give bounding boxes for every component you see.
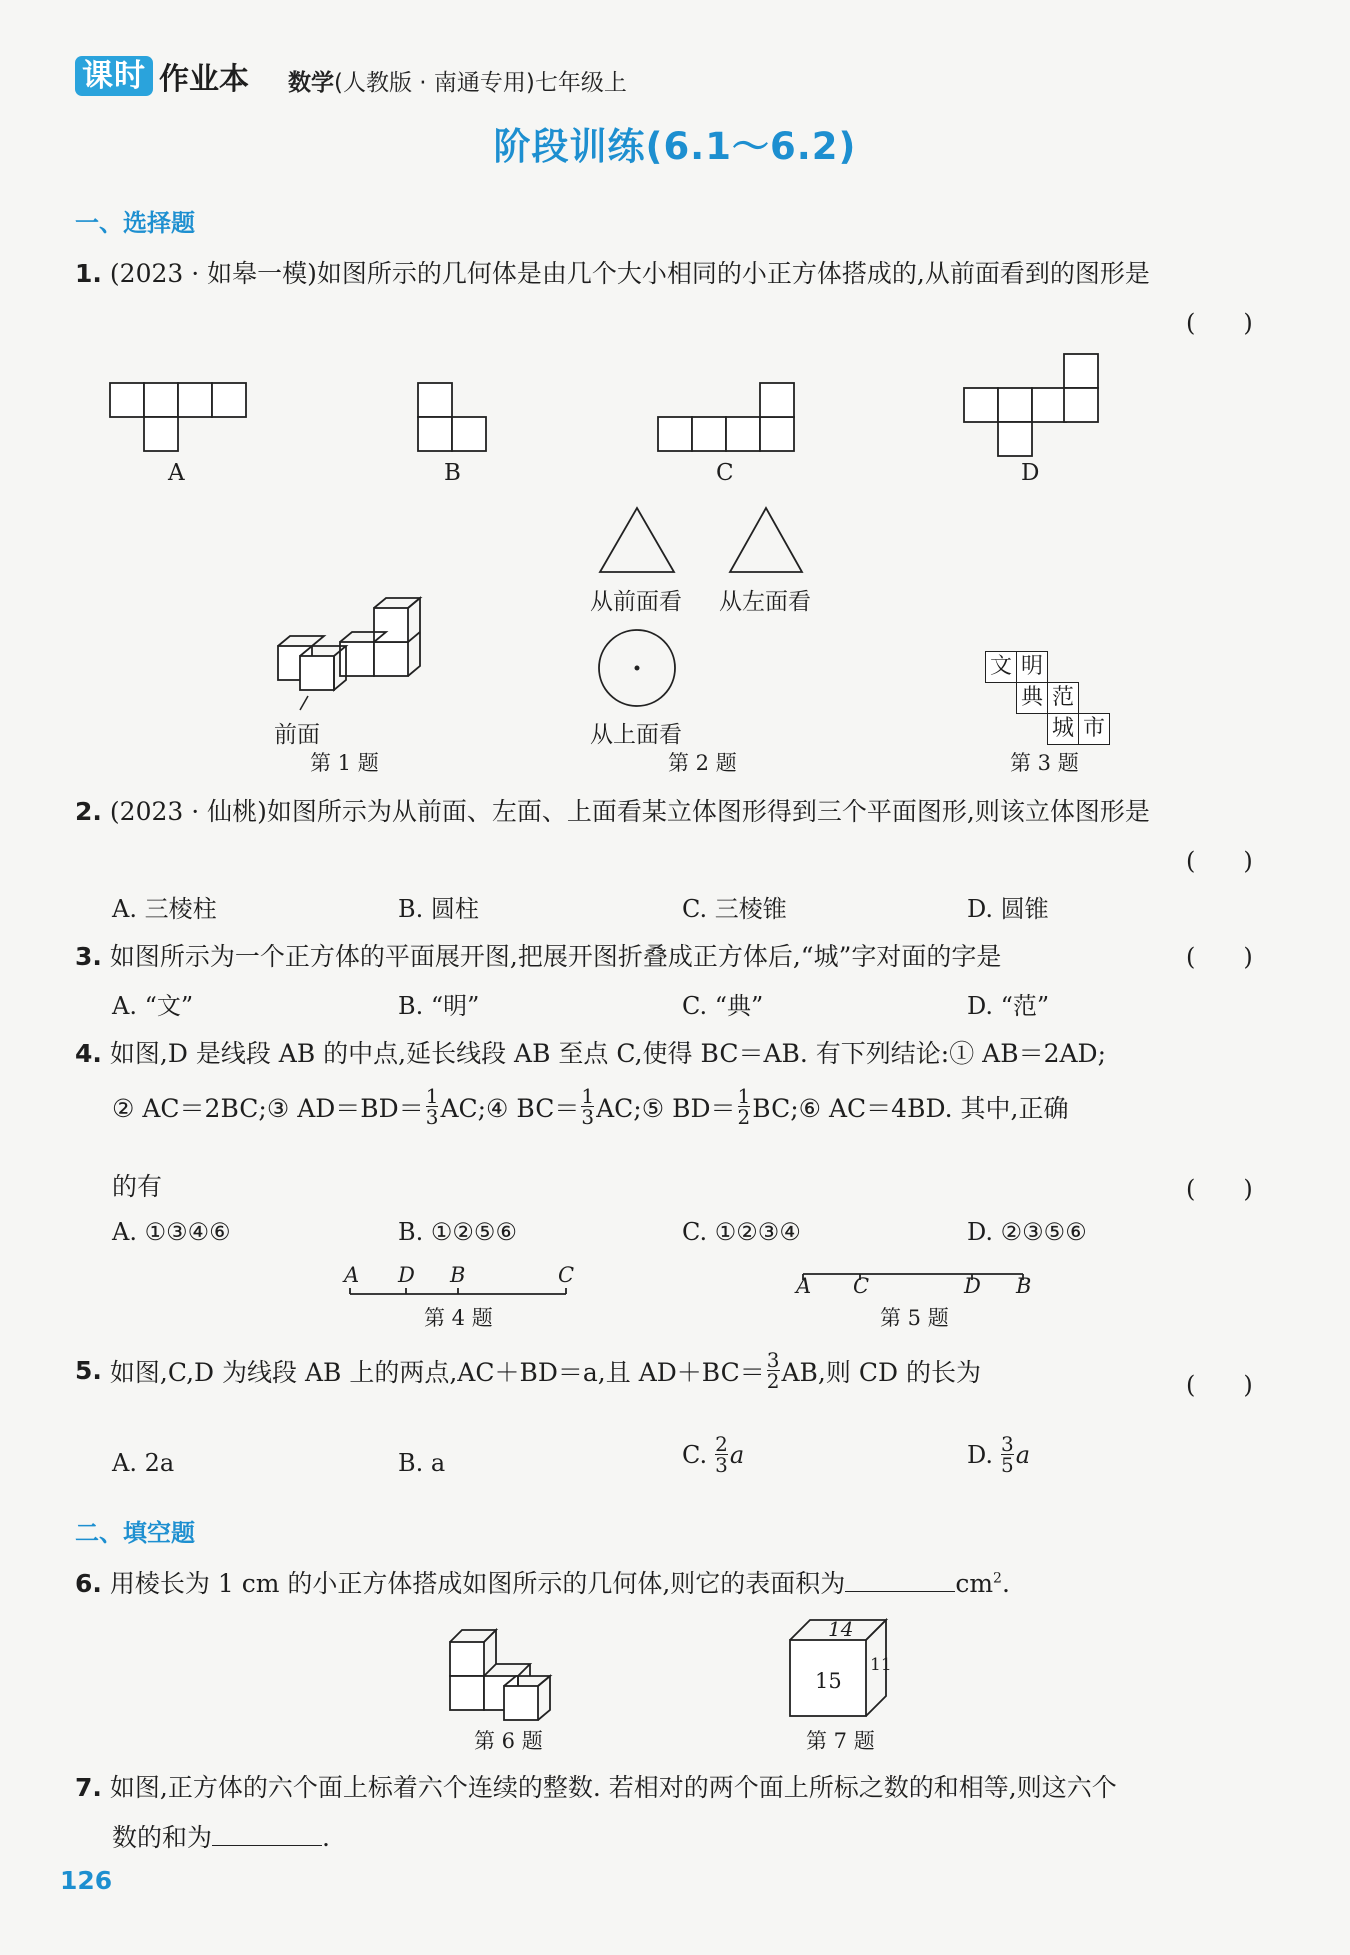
text-segment: 如图,C,D 为线段 AB 上的两点,AC＋BD＝a,且 AD＋BC＝ — [109, 1357, 765, 1387]
question-5 — [75, 1350, 981, 1391]
question-6: 6. 用棱长为 1 cm 的小正方体搭成如图所示的几何体,则它的表面积为 $cm^2$. — [75, 1569, 1010, 1598]
net-cell: 典 — [1016, 682, 1048, 714]
cube-right-number: 11 — [870, 1655, 892, 1675]
q5-option-a: A. 2a — [112, 1449, 175, 1477]
fraction: $\frac{2}{3}$ — [715, 1432, 728, 1477]
question-text: (2023 · 如皋一模)如图所示的几何体是由几个大小相同的小正方体搭成的,从前面看到的图形是 — [109, 259, 1150, 288]
unit-exponent: 2 — [993, 1570, 1002, 1587]
logo-badge: 课时 — [75, 56, 153, 96]
fig1-solid — [270, 600, 470, 720]
option-a-figure — [110, 383, 246, 451]
section-heading-choice: 一、选择题 — [75, 209, 195, 237]
text-segment: AC;④ BC＝ — [440, 1093, 580, 1123]
net-cell: 明 — [1016, 651, 1048, 683]
question-number: 2. — [75, 797, 102, 826]
question-number: 1. — [75, 259, 102, 288]
book-edition: (人教版 · 南通专用)七年级上 — [334, 70, 627, 96]
option-d-label: D — [1021, 460, 1040, 486]
answer-blank[interactable] — [845, 1569, 955, 1592]
book-subject: 数学 — [288, 70, 334, 96]
net-cell: 市 — [1078, 713, 1110, 745]
q5-option-c: C. $\frac{2}{3}$ a — [682, 1432, 745, 1477]
left-view-triangle — [730, 508, 802, 572]
q3-option-a: A. “文” — [112, 992, 194, 1020]
option-b-figure — [418, 383, 486, 451]
q4-option-c: C. ①②③④ — [682, 1218, 801, 1246]
fraction: $\frac{1}{3}$ — [425, 1084, 439, 1129]
answer-bracket-q3: ( ) — [1186, 943, 1253, 971]
fig2-front-label: 从前面看 — [590, 589, 682, 615]
question-1 — [75, 254, 1150, 290]
question-text: (2023 · 仙桃)如图所示为从前面、左面、上面看某立体图形得到三个平面图形,则该立体图形是 — [109, 797, 1150, 826]
q4-option-d: D. ②③⑤⑥ — [967, 1218, 1087, 1246]
fig5-caption: 第 5 题 — [880, 1306, 949, 1330]
answer-bracket-q5: ( ) — [1186, 1371, 1253, 1399]
answer-bracket-q1: ( ) — [1186, 309, 1253, 337]
page-number: 126 — [60, 1866, 113, 1895]
section-heading-fill: 二、填空题 — [75, 1519, 195, 1547]
front-view-triangle — [600, 508, 674, 572]
option-c-label: C — [716, 460, 734, 486]
q2-option-d: D. 圆锥 — [967, 895, 1049, 923]
question-number: 5. — [75, 1356, 102, 1385]
answer-bracket-q4: ( ) — [1186, 1175, 1253, 1203]
question-number: 4. — [75, 1039, 102, 1068]
question-3 — [75, 937, 1001, 973]
option-a-label: A — [168, 460, 185, 486]
net-cell: 城 — [1047, 713, 1079, 745]
point-label: B — [450, 1263, 466, 1287]
publisher-logo — [75, 54, 249, 98]
cube-top-number: 14 — [828, 1617, 854, 1641]
question-7-line-2: 数的和为 . — [112, 1823, 330, 1852]
question-text: 如图所示为一个正方体的平面展开图,把展开图折叠成正方体后,“城”字对面的字是 — [109, 942, 1002, 971]
point-label: C — [853, 1274, 870, 1298]
net-cell: 范 — [1047, 682, 1079, 714]
cube-front-number: 15 — [815, 1669, 842, 1693]
point-label: B — [1016, 1274, 1032, 1298]
question-text: 如图,D 是线段 AB 的中点,延长线段 AB 至点 C,使得 BC＝AB. 有下列结论:① AB＝2AD; — [109, 1039, 1107, 1068]
q3-option-b: B. “明” — [398, 992, 480, 1020]
fig6-caption: 第 6 题 — [474, 1729, 543, 1753]
fraction: $\frac{3}{2}$ — [766, 1348, 780, 1393]
fig2-caption: 第 2 题 — [668, 751, 737, 775]
book-info — [288, 64, 627, 97]
point-label: D — [964, 1274, 981, 1298]
text-segment: ② AC＝2BC;③ AD＝BD＝ — [112, 1093, 424, 1123]
question-text: 如图,正方体的六个面上标着六个连续的整数. 若相对的两个面上所标之数的和相等,则这六个 — [109, 1773, 1117, 1802]
text-segment: BC;⑥ AC＝4BD. 其中,正确 — [752, 1093, 1069, 1123]
fig3-caption: 第 3 题 — [1010, 751, 1079, 775]
fraction: $\frac{1}{2}$ — [737, 1084, 751, 1129]
answer-bracket-q2: ( ) — [1186, 847, 1253, 875]
q2-option-c: C. 三棱锥 — [682, 895, 787, 923]
point-label: C — [558, 1263, 575, 1287]
fig4-caption: 第 4 题 — [424, 1306, 493, 1330]
question-2 — [75, 792, 1150, 828]
q4-option-b: B. ①②⑤⑥ — [398, 1218, 517, 1246]
question-4-line-2 — [112, 1086, 1068, 1127]
net-cell: 文 — [985, 651, 1017, 683]
fig2-top-label: 从上面看 — [590, 722, 682, 748]
q4-option-a: A. ①③④⑥ — [112, 1218, 231, 1246]
q5-option-b: B. a — [398, 1449, 446, 1477]
option-c-figure — [658, 383, 794, 451]
fig7-caption: 第 7 题 — [806, 1729, 875, 1753]
question-7 — [75, 1768, 1117, 1804]
fig2-left-label: 从左面看 — [719, 589, 811, 615]
question-text: 用棱长为 1 cm 的小正方体搭成如图所示的几何体,则它的表面积为 — [109, 1569, 846, 1598]
point-label: D — [398, 1263, 415, 1287]
point-label: A — [796, 1274, 812, 1298]
question-number: 7. — [75, 1773, 102, 1802]
question-number: 6. — [75, 1569, 102, 1598]
unit: cm — [955, 1569, 994, 1598]
option-d-figure — [964, 354, 1098, 456]
q2-option-b: B. 圆柱 — [398, 895, 479, 923]
page-title: 阶段训练(6.1～6.2) — [493, 125, 857, 168]
logo-text: 作业本 — [159, 62, 249, 97]
q5-option-d: D. $\frac{3}{5}$ a — [967, 1432, 1031, 1477]
q3-option-c: C. “典” — [682, 992, 764, 1020]
fig6-solid — [442, 1622, 582, 1732]
fig1-front-label: 前面 — [274, 722, 320, 748]
point-label: A — [344, 1263, 360, 1287]
answer-blank[interactable] — [212, 1823, 322, 1846]
option-b-label: B — [444, 460, 461, 486]
q3-option-d: D. “范” — [967, 992, 1050, 1020]
question-4-line-3: 的有 — [112, 1172, 163, 1201]
question-4 — [75, 1034, 1106, 1070]
fraction: $\frac{1}{3}$ — [581, 1084, 595, 1129]
fraction: $\frac{3}{5}$ — [1001, 1432, 1014, 1477]
q2-option-a: A. 三棱柱 — [112, 895, 217, 923]
text-segment: AB,则 CD 的长为 — [781, 1357, 981, 1387]
text-segment: AC;⑤ BD＝ — [596, 1093, 736, 1123]
question-number: 3. — [75, 942, 102, 971]
fig1-caption: 第 1 题 — [310, 751, 379, 775]
